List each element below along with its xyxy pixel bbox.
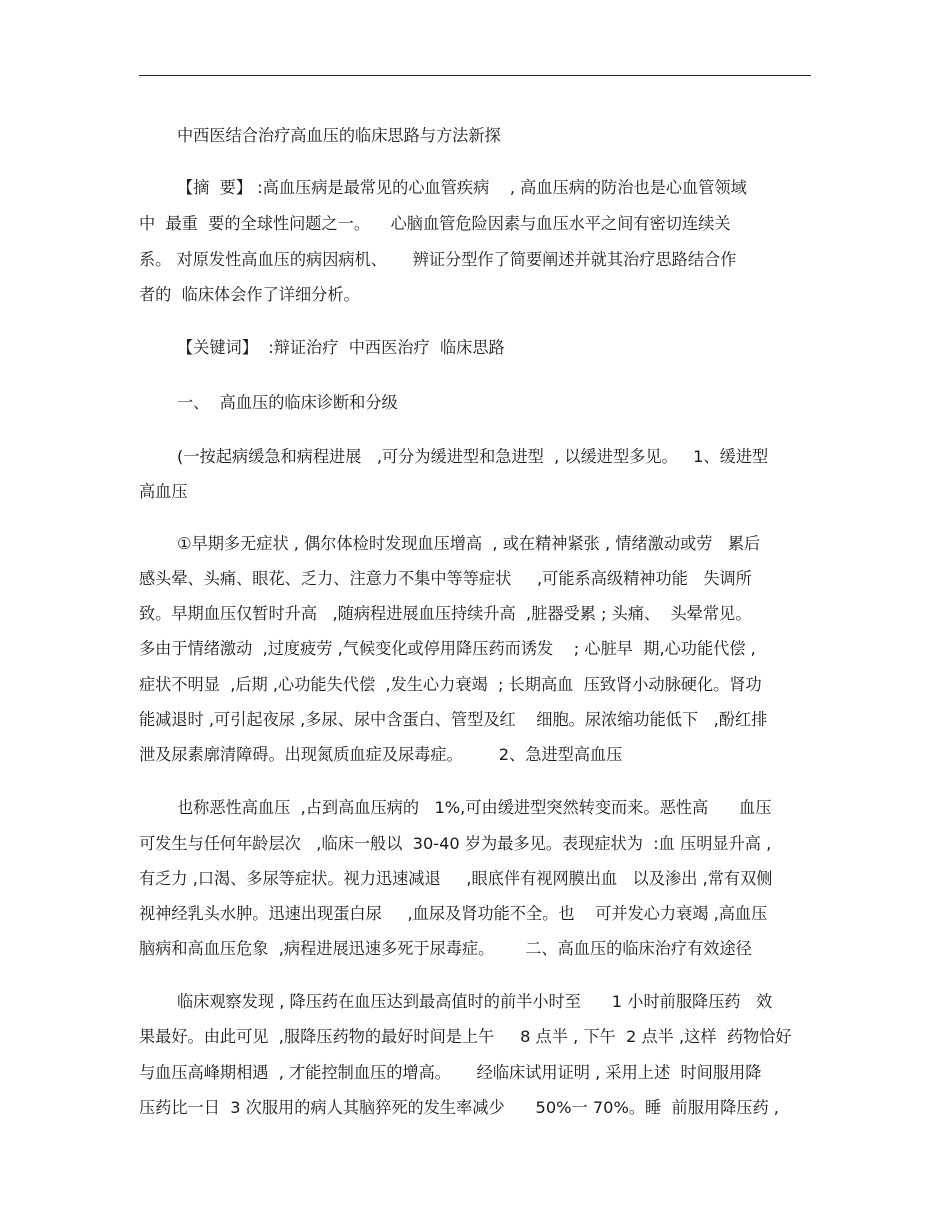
paragraph-line: 有乏力 ,口渴、多尿等症状。视力迅速减退 ,眼底伴有视网膜出血 以及渗出 ,常有双侧	[139, 869, 773, 888]
abstract-line: 系。 对原发性高血压的病因病机、 辨证分型作了简要阐述并就其治疗思路结合作	[139, 250, 737, 269]
paragraph-line: 可发生与任何年龄层次 ,临床一般以 30-40 岁为最多见。表现症状为 :血 压明显升高 ,	[139, 834, 772, 853]
paragraph-line: 多由于情绪激动 ,过度疲劳 ,气候变化或停用降压药而诱发 ; 心脏早 期,心功能代偿 ,	[139, 639, 756, 658]
document-title: 中西医结合治疗高血压的临床思路与方法新探	[177, 126, 501, 145]
paragraph-line: 能减退时 ,可引起夜尿 ,多尿、尿中含蛋白、管型及红 细胞。尿浓缩功能低下 ,酚红排	[139, 710, 768, 729]
paragraph-line: 视神经乳头水肿。迅速出现蛋白尿 ,血尿及肾功能不全。也 可并发心力衰竭 ,高血压	[139, 904, 768, 923]
paragraph-line: 与血压高峰期相遇 , 才能控制血压的增高。 经临床试用证明 , 采用上述 时间服用降	[139, 1063, 762, 1082]
paragraph-line: 症状不明显 ,后期 ,心功能失代偿 ,发生心力衰竭 ; 长期高血 压致肾小动脉硬化。肾功	[139, 675, 762, 694]
paragraph-line: 也称恶性高血压 ,占到高血压病的 1%,可由缓进型突然转变而来。恶性高 血压	[177, 798, 772, 817]
abstract-line: 者的 临床体会作了详细分析。	[139, 285, 360, 304]
header-rule	[139, 75, 811, 76]
paragraph-line: 感头晕、头痛、眼花、乏力、注意力不集中等等症状 ,可能系高级精神功能 失调所	[139, 569, 752, 588]
keywords: 【关键词】 :辩证治疗 中西医治疗 临床思路	[177, 338, 505, 357]
paragraph-line: 致。早期血压仅暂时升高 ,随病程进展血压持续升高 ,脏器受累 ; 头痛、 头晕常见。	[139, 604, 752, 623]
section-heading: 一、 高血压的临床诊断和分级	[177, 393, 398, 412]
paragraph-line: 脑病和高血压危象 ,病程进展迅速多死于尿毒症。 二、高血压的临床治疗有效途径	[139, 939, 752, 958]
paragraph-line: 压药比一日 3 次服用的病人其脑猝死的发生率减少 50%一 70%。睡 前服用降压药 ,	[139, 1098, 779, 1117]
abstract-line: 中 最重 要的全球性问题之一。 心脑血管危险因素与血压水平之间有密切连续关	[139, 214, 731, 233]
paragraph-line: (一按起病缓急和病程进展 ,可分为缓进型和急进型 , 以缓进型多见。 1、缓进型	[177, 447, 769, 466]
paragraph-line: 高血压	[139, 482, 188, 501]
paragraph-line: ①早期多无症状 , 偶尔体检时发现血压增高 , 或在精神紧张 , 情绪激动或劳 累后	[177, 534, 761, 553]
abstract-line: 【摘 要】 :高血压病是最常见的心血管疾病 , 高血压病的防治也是心血管领域	[177, 178, 747, 197]
paragraph-line: 临床观察发现 , 降压药在血压达到最高值时的前半小时至 1 小时前服降压药 效	[177, 992, 773, 1011]
paragraph-line: 果最好。由此可见 ,服降压药物的最好时间是上午 8 点半 , 下午 2 点半 ,这样 药物恰好	[139, 1027, 792, 1046]
paragraph-line: 泄及尿素廓清障碍。出现氮质血症及尿毒症。 2、急进型高血压	[139, 745, 623, 764]
